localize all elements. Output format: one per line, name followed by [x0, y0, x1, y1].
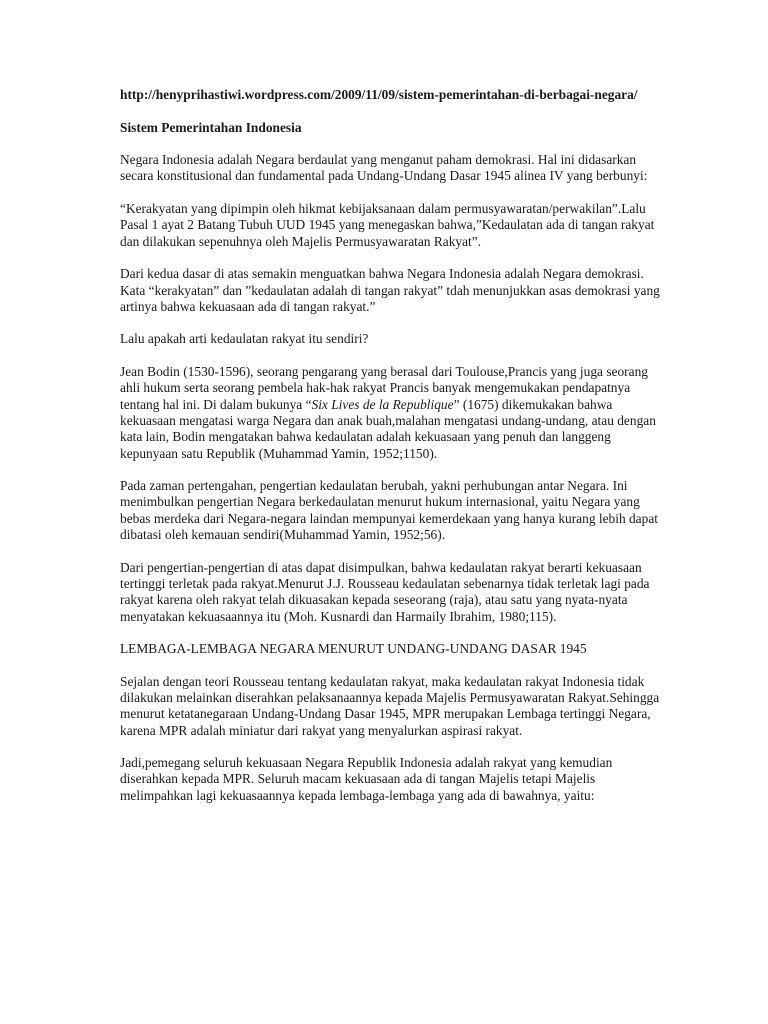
paragraph-4: Lalu apakah arti kedaulatan rakyat itu sendiri?	[120, 331, 369, 347]
paragraph-1: Negara Indonesia adalah Negara berdaulat yang menganut paham demokrasi. Hal ini didasarkan secara konstitusional dan fundamental pada Undang-Undang Dasar 1945 alinea IV yang berbunyi:	[120, 152, 648, 184]
paragraph-5	[120, 364, 660, 462]
paragraph-7: Dari pengertian-pengertian di atas dapat disimpulkan, bahwa kedaulatan rakyat berarti kekuasaan tertinggi terletak pada rakyat.Menurut J.J. Rousseau kedaulatan sebenarnya tidak terletak lagi pada rakyat karena oleh rakyat telah dikuasakan kepada seseorang (raja), atau satu yang nyata-nyata menyatakan kekuasaannya itu (Moh. Kusnardi dan Harmaily Ibrahim, 1980;115).	[120, 559, 650, 624]
book-title: Six Lives de la Republique	[311, 396, 454, 412]
section-heading: LEMBAGA-LEMBAGA NEGARA MENURUT UNDANG-UNDANG DASAR 1945	[120, 641, 587, 657]
paragraph-8: Sejalan dengan teori Rousseau tentang kedaulatan rakyat, maka kedaulatan rakyat Indonesia tidak dilakukan melainkan diserahkan pelaksanaannya kepada Majelis Permusyawaratan Rakyat.Sehingga menurut ketatanegaraan Undang-Undang Dasar 1945, MPR merupakan Lembaga tertinggi Negara, karena MPR adalah miniatur dari rakyat yang menyalurkan aspirasi rakyat.	[120, 673, 660, 738]
paragraph-5-before: Jean Bodin (1530-1596), seorang pengarang yang berasal dari Toulouse,Prancis yang juga seorang ahli hukum serta seorang pembela hak-hak rakyat Prancis banyak mengemukakan pendapatnya tentang hal ini. Di dalam bukunya “	[120, 364, 648, 412]
paragraph-6: Pada zaman pertengahan, pengertian kedaulatan berubah, yakni perhubungan antar Negara. Ini menimbulkan pengertian Negara berkedaulatan menurut hukum internasional, yaitu Negara yang bebas merdeka dari Negara-negara laindan mempunyai kemerdekaan yang hanya kurang lebih dapat dibatasi oleh kemauan sendiri(Muhammad Yamin, 1952;56).	[120, 478, 658, 543]
paragraph-9: Jadi,pemegang seluruh kekuasaan Negara Republik Indonesia adalah rakyat yang kemudian diserahkan kepada MPR. Seluruh macam kekuasaan ada di tangan Majelis tetapi Majelis melimpahkan lagi kekuasaannya kepada lembaga-lembaga yang ada di bawahnya, yaitu:	[120, 755, 613, 803]
paragraph-2: “Kerakyatan yang dipimpin oleh hikmat kebijaksanaan dalam permusyawaratan/perwakilan”.Lalu Pasal 1 ayat 2 Batang Tubuh UUD 1945 yang menegaskan bahwa,”Kedaulatan ada di tangan rakyat dan dilakukan sepenuhnya oleh Majelis Permusyawaratan Rakyat”.	[120, 201, 655, 249]
paragraph-3: Dari kedua dasar di atas semakin menguatkan bahwa Negara Indonesia adalah Negara demokrasi. Kata “kerakyatan” dan ”kedaulatan adalah di tangan rakyat” tdah menunjukkan asas demokrasi yang artinya bahwa kekuasaan ada di tangan rakyat.”	[120, 266, 660, 314]
document-title: Sistem Pemerintahan Indonesia	[120, 119, 302, 135]
paragraph-5-after: ” (1675) dikemukakan bahwa kekuasaan mengatasi warga Negara dan anak buah,malahan mengatasi undang-undang, atau dengan kata lain, Bodin mengatakan bahwa kedaulatan adalah kekuasaan yang penuh dan langgeng kepunyaan satu Republik (Muhammad Yamin, 1952;1150).	[120, 396, 656, 461]
source-url[interactable]: http://henyprihastiwi.wordpress.com/2009/11/09/sistem-pemerintahan-di-berbagai-negara/	[120, 87, 638, 102]
document-page	[120, 87, 660, 820]
